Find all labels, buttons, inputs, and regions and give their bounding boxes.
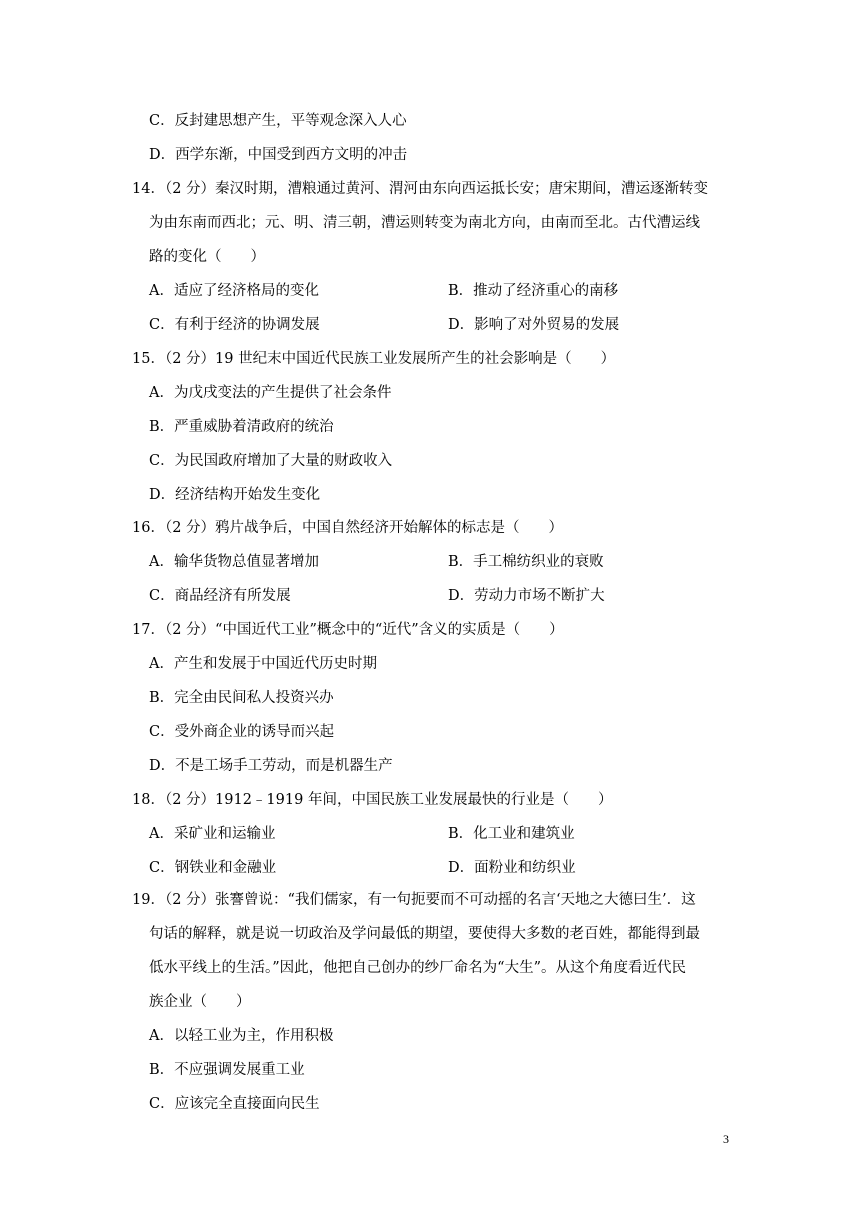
q15-option-c: C．为民国政府增加了大量的财政收入: [149, 453, 393, 469]
q14-stem-line3: 路的变化（ ）: [149, 249, 265, 265]
q14-stem-line2: 为由东南而西北；元、明、清三朝，漕运则转变为南北方向，由南而至北。古代漕运线: [149, 215, 700, 231]
q18-option-c: C．钢铁业和金融业: [149, 860, 277, 876]
q14-option-b: B．推动了经济重心的南移: [448, 283, 619, 299]
q14-option-d: D．影响了对外贸易的发展: [448, 317, 620, 333]
q18-option-d: D．面粉业和纺织业: [448, 860, 576, 876]
q16-option-d: D．劳动力市场不断扩大: [448, 588, 605, 604]
q19-stem-line2: 句话的解释，就是说一切政治及学问最低的期望，要使得大多数的老百姓，都能得到最: [149, 926, 700, 942]
q14-option-a: A．适应了经济格局的变化: [149, 283, 319, 299]
q19-option-b: B．不应强调发展重工业: [149, 1062, 305, 1078]
q14-option-c: C．有利于经济的协调发展: [149, 317, 320, 333]
q16-option-a: A．输华货物总值显著增加: [149, 554, 319, 570]
q18-stem: 18．（2 分）1912﹣1919 年间，中国民族工业发展最快的行业是（ ）: [132, 792, 613, 808]
q16-option-c: C．商品经济有所发展: [149, 588, 291, 604]
q17-stem: 17．（2 分）“中国近代工业”概念中的“近代”含义的实质是（ ）: [132, 622, 564, 638]
q19-option-c: C．应该完全直接面向民生: [149, 1096, 320, 1112]
q19-stem: 19．（2 分）张謇曾说：“我们儒家，有一句扼要而不可动摇的名言‘天地之大德曰生’．这: [132, 892, 696, 908]
q17-option-d: D．不是工场手工劳动，而是机器生产: [149, 758, 393, 774]
q19-stem-line4: 族企业（ ）: [149, 994, 251, 1010]
q15-option-b: B．严重威胁着清政府的统治: [149, 419, 334, 435]
q15-option-d: D．经济结构开始发生变化: [149, 487, 321, 503]
q19-stem-line3: 低水平线上的生活。”因此，他把自己创办的纱厂命名为“大生”。从这个角度看近代民: [149, 960, 686, 976]
q16-option-b: B．手工棉纺织业的衰败: [448, 554, 604, 570]
q17-option-b: B．完全由民间私人投资兴办: [149, 690, 334, 706]
q13-option-c: C．反封建思想产生，平等观念深入人心: [149, 113, 407, 129]
q15-stem: 15．（2 分）19 世纪末中国近代民族工业发展所产生的社会影响是（ ）: [132, 351, 616, 367]
q18-option-a: A．采矿业和运输业: [149, 826, 276, 842]
q15-option-a: A．为戊戌变法的产生提供了社会条件: [149, 385, 392, 401]
q13-option-d: D．西学东渐，中国受到西方文明的冲击: [149, 147, 408, 163]
page-number: 3: [723, 1132, 729, 1146]
q17-option-c: C．受外商企业的诱导而兴起: [149, 724, 335, 740]
q19-option-a: A．以轻工业为主，作用积极: [149, 1028, 334, 1044]
q17-option-a: A．产生和发展于中国近代历史时期: [149, 656, 377, 672]
q14-stem: 14．（2 分）秦汉时期，漕粮通过黄河、渭河由东向西运抵长安；唐宋期间，漕运逐渐转变: [132, 181, 709, 197]
q18-option-b: B．化工业和建筑业: [448, 826, 575, 842]
q16-stem: 16．（2 分）鸦片战争后，中国自然经济开始解体的标志是（ ）: [132, 520, 564, 536]
